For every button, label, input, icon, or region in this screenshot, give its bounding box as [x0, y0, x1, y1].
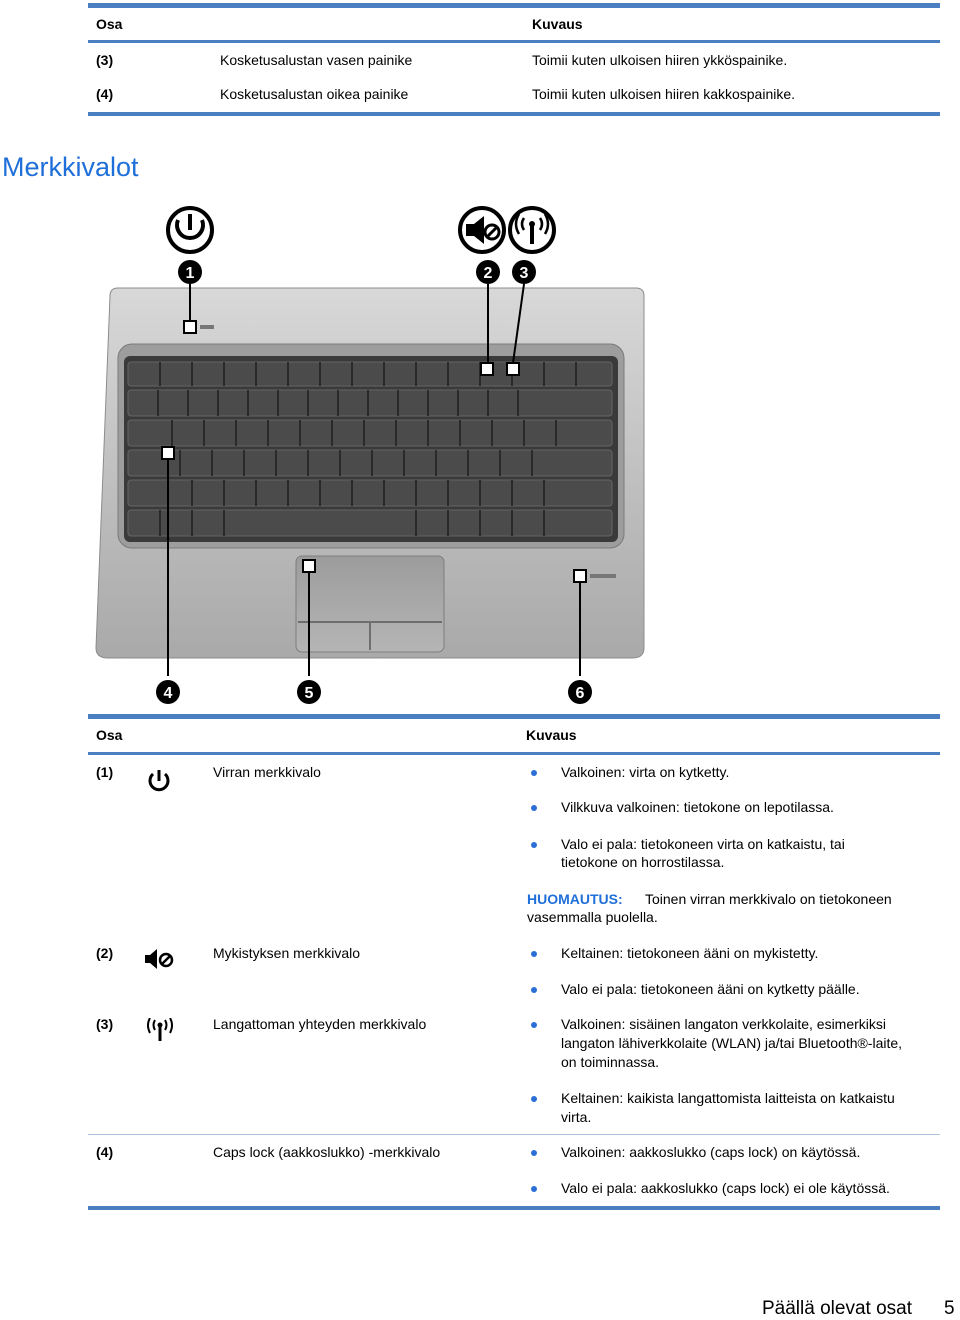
lights-column-header-description: Kuvaus: [526, 727, 577, 743]
description-line: langaton lähiverkkolaite (WLAN) ja/tai Bluetooth®-laite,: [561, 1035, 903, 1051]
column-header-description: Kuvaus: [532, 16, 583, 32]
power-icon: [168, 208, 212, 252]
bullet: [531, 842, 537, 848]
description-line: tietokone on horrostilassa.: [561, 854, 725, 870]
bullet: [531, 770, 537, 776]
row-part: Kosketusalustan vasen painike: [220, 52, 413, 68]
page-number: 5: [944, 1298, 955, 1319]
laptop-figure: [80, 196, 660, 716]
column-header-part: Osa: [96, 16, 123, 32]
bullet: [531, 1186, 537, 1192]
row-number: (3): [96, 1016, 114, 1032]
description-line: Valo ei pala: tietokoneen ääni on kytketty päälle.: [561, 981, 860, 997]
table-top-rule: [88, 3, 940, 8]
row-description: Toimii kuten ulkoisen hiiren ykköspainike.: [532, 52, 788, 68]
description-line: Keltainen: kaikista langattomista laitteista on katkaistu: [561, 1090, 895, 1106]
power-icon: [146, 768, 172, 794]
description-line: Vilkkuva valkoinen: tietokone on lepotilassa.: [561, 799, 834, 815]
wireless-icon: [510, 208, 554, 252]
bullet: [531, 1022, 537, 1028]
description-line: on toiminnassa.: [561, 1054, 660, 1070]
lights-table-top-rule: [88, 714, 940, 719]
lights-table-bottom-rule: [88, 1206, 940, 1210]
description-line: Valo ei pala: aakkoslukko (caps lock) ei ole käytössä.: [561, 1180, 890, 1196]
note-text: Toinen virran merkkivalo on tietokoneen: [645, 891, 892, 907]
table-header-rule: [88, 40, 940, 43]
description-line: Valkoinen: aakkoslukko (caps lock) on käytössä.: [561, 1144, 861, 1160]
bullet: [531, 1096, 537, 1102]
mute-icon: [460, 208, 504, 252]
row-part: Kosketusalustan oikea painike: [220, 86, 409, 102]
row-number: (4): [96, 86, 114, 102]
note-text: vasemmalla puolella.: [527, 909, 658, 925]
mute-icon: [144, 948, 176, 970]
row-description: Toimii kuten ulkoisen hiiren kakkospainike.: [532, 86, 796, 102]
description-line: Valkoinen: virta on kytketty.: [561, 764, 730, 780]
row-number: (4): [96, 1144, 114, 1160]
section-title: Merkkivalot: [2, 152, 139, 182]
row-number: (1): [96, 764, 114, 780]
bullet: [531, 951, 537, 957]
bullet: [531, 805, 537, 811]
row-part: Langattoman yhteyden merkkivalo: [213, 1016, 427, 1032]
callout-4: 4: [163, 685, 173, 702]
footer-section-title: Päällä olevat osat: [762, 1298, 912, 1319]
callout-6: 6: [575, 685, 585, 702]
description-line: virta.: [561, 1109, 592, 1125]
bullet: [531, 987, 537, 993]
lights-column-header-part: Osa: [96, 727, 123, 743]
row-divider: [88, 1134, 940, 1135]
row-number: (3): [96, 52, 114, 68]
bullet: [531, 1150, 537, 1156]
callout-2: 2: [483, 265, 493, 282]
row-part: Virran merkkivalo: [213, 764, 321, 780]
note-label: HUOMAUTUS:: [527, 891, 623, 907]
table-bottom-rule: [88, 112, 940, 116]
row-number: (2): [96, 945, 114, 961]
callout-5: 5: [304, 685, 314, 702]
lights-table-header-rule: [88, 752, 940, 755]
description-line: Keltainen: tietokoneen ääni on mykistetty.: [561, 945, 819, 961]
row-part: Caps lock (aakkoslukko) -merkkivalo: [213, 1144, 441, 1160]
callout-3: 3: [519, 265, 529, 282]
description-line: Valo ei pala: tietokoneen virta on katkaistu, tai: [561, 836, 845, 852]
callout-1: 1: [185, 265, 195, 282]
description-line: Valkoinen: sisäinen langaton verkkolaite, esimerkiksi: [561, 1016, 887, 1032]
row-part: Mykistyksen merkkivalo: [213, 945, 361, 961]
wireless-icon: [144, 1018, 176, 1042]
